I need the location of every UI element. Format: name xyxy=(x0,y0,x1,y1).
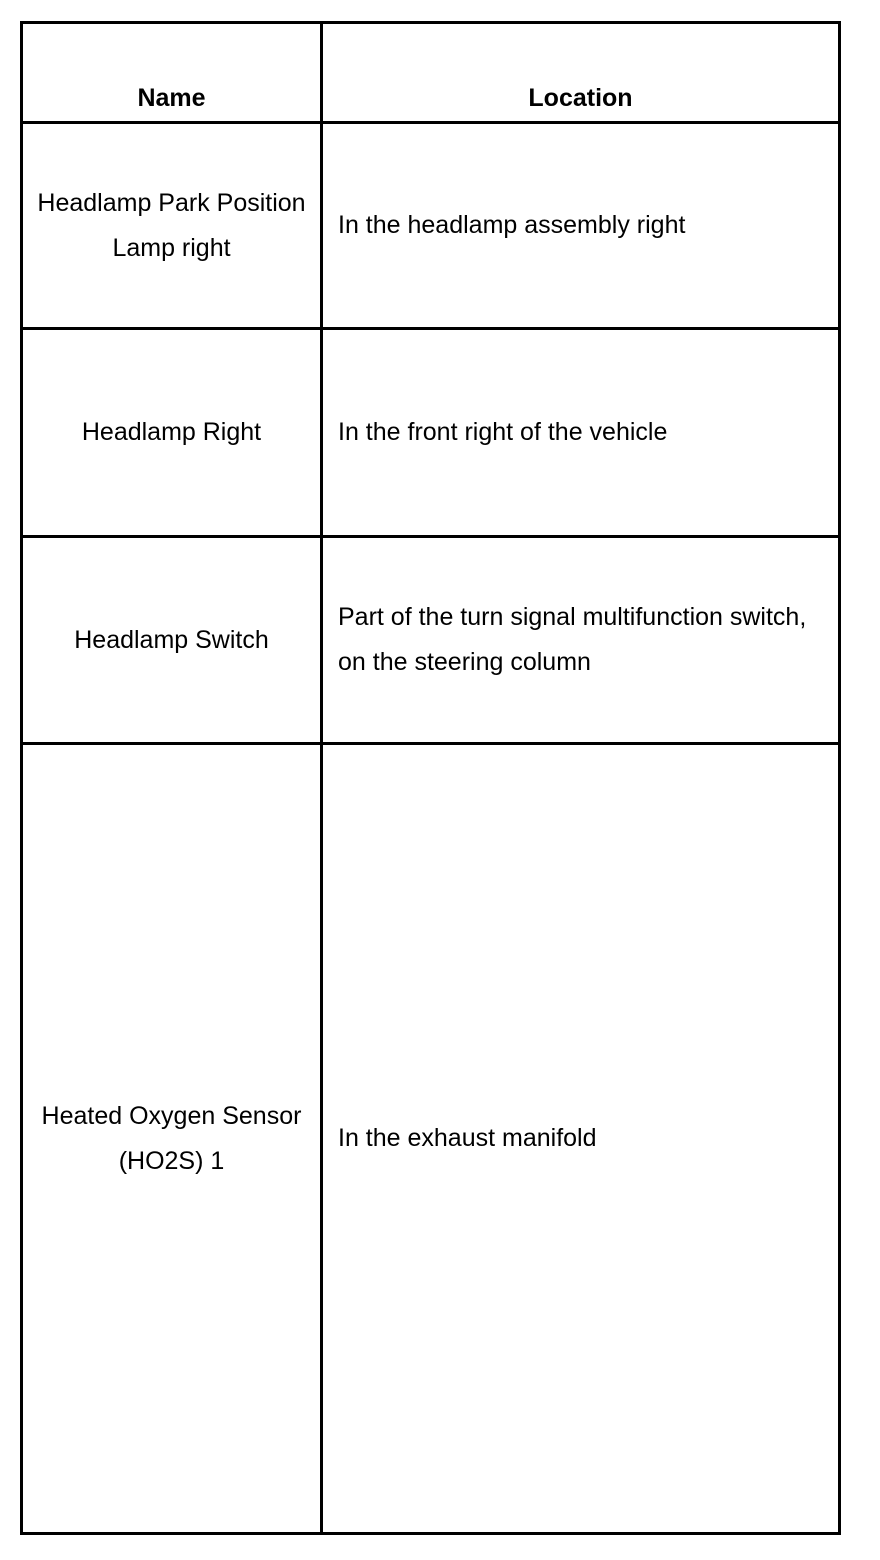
row-name-cell: Headlamp Right xyxy=(22,329,322,536)
table-row xyxy=(22,744,840,1534)
table-row xyxy=(22,536,840,743)
column-header-location: Location xyxy=(322,23,840,123)
row-location-cell: In the front right of the vehicle xyxy=(322,329,840,536)
row-name-cell: Headlamp Park Position Lamp right xyxy=(22,123,322,329)
column-header-name: Name xyxy=(22,23,322,123)
table-header-row xyxy=(22,23,840,123)
row-location-cell: Part of the turn signal multifunction switch, on the steering column xyxy=(322,536,840,743)
row-location-cell: In the headlamp assembly right xyxy=(322,123,840,329)
component-location-table xyxy=(20,21,841,1535)
row-name-cell: Heated Oxygen Sensor (HO2S) 1 xyxy=(22,744,322,1534)
table-row xyxy=(22,329,840,536)
row-location-cell: In the exhaust manifold xyxy=(322,744,840,1534)
row-name-cell: Headlamp Switch xyxy=(22,536,322,743)
table-row xyxy=(22,123,840,329)
